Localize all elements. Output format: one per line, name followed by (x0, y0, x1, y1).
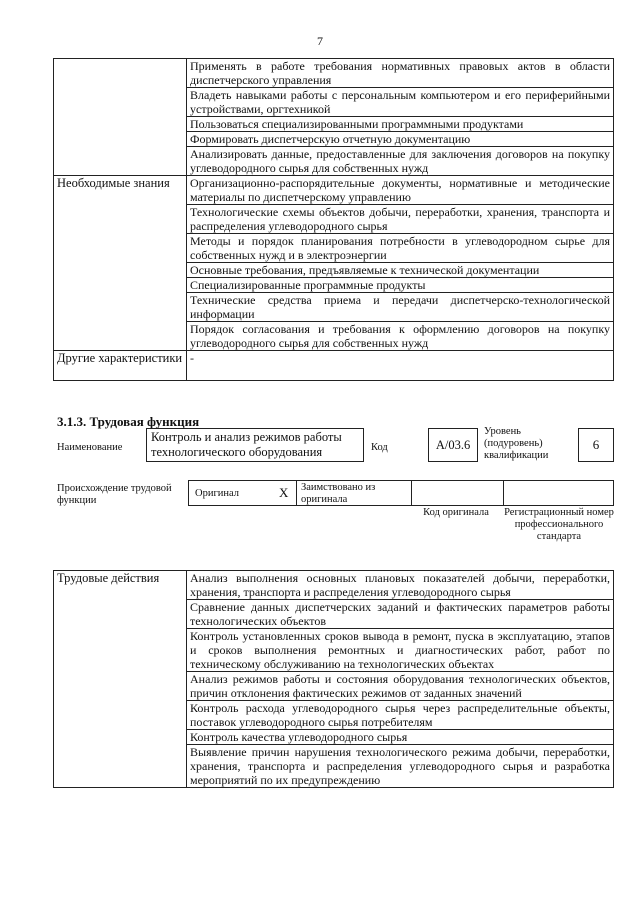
row-text: Порядок согласования и требования к оформлению договоров на покупку углеводородного сырья для собственных нужд (187, 322, 614, 351)
labor-actions-table (53, 570, 614, 788)
row-text: Специализированные программные продукты (187, 278, 614, 293)
row-text: Контроль установленных сроков вывода в ремонт, пуска в эксплуатацию, этапов и сроков выполнения ремонтных и диагностических работ, работ по техническому обслуживанию на технологических объектах (187, 629, 614, 672)
original-label: Оригинал (195, 488, 239, 499)
level-label: Уровень (подуровень) квалификации (484, 426, 549, 461)
divider (296, 480, 297, 506)
row-text: Контроль расхода углеводородного сырья через распределительные объекты, поставок углеводородного сырья потребителям (187, 701, 614, 730)
table-row (54, 571, 614, 600)
row-label (54, 59, 187, 176)
page-number: 7 (317, 34, 323, 48)
row-text: Анализировать данные, предоставленные для заключения договоров на покупку углеводородного сырья для собственных нужд (187, 147, 614, 176)
name-label: Наименование (57, 442, 123, 453)
divider (411, 480, 412, 506)
level-value: 6 (578, 428, 614, 462)
original-mark: X (279, 485, 289, 500)
row-text: - (187, 351, 614, 381)
row-text: Формировать диспетчерскую отчетную документацию (187, 132, 614, 147)
table-row (54, 59, 614, 88)
borrowed-label: Заимствовано из оригинала (301, 482, 376, 505)
table-row (54, 351, 614, 381)
origin-row (188, 480, 614, 506)
row-text: Технические средства приема и передачи диспетчерско-технологической информации (187, 293, 614, 322)
code-value: А/03.6 (428, 428, 478, 462)
knowledge-label: Необходимые знания (54, 176, 187, 351)
code-label: Код (371, 442, 388, 453)
row-text: Сравнение данных диспетчерских заданий и фактических параметров работы технологических объектов (187, 600, 614, 629)
row-text: Выявление причин нарушения технологического режима добычи, переработки, хранения, транспорта и распределения углеводородного сырья и разработка мероприятий по их предупреждению (187, 745, 614, 788)
row-text: Пользоваться специализированными программными продуктами (187, 117, 614, 132)
row-text: Анализ выполнения основных плановых показателей добычи, переработки, хранения, транспорта и распределения углеводородного сырья (187, 571, 614, 600)
origin-label: Происхождение трудовой функции (57, 483, 172, 506)
divider (503, 480, 504, 506)
row-text: Владеть навыками работы с персональным компьютером и его периферийными устройствами, оргтехникой (187, 88, 614, 117)
section-heading: 3.1.3. Трудовая функция (57, 414, 200, 429)
labor-actions-label: Трудовые действия (54, 571, 187, 788)
row-text: Контроль качества углеводородного сырья (187, 730, 614, 745)
row-text: Основные требования, предъявляемые к технической документации (187, 263, 614, 278)
row-text: Организационно-распорядительные документы, нормативные и методические материалы по диспетчерскому управлению (187, 176, 614, 205)
row-text: Методы и порядок планирования потребности в углеводородном сырье для собственных нужд и в электроэнергии (187, 234, 614, 263)
code-original-caption: Код оригинала (423, 507, 489, 518)
skills-knowledge-table (53, 58, 614, 381)
function-name-box: Контроль и анализ режимов работы технологического оборудования (146, 428, 364, 462)
row-text: Применять в работе требования нормативных правовых актов в области диспетчерского управления (187, 59, 614, 88)
reg-number-caption: Регистрационный номер профессионального стандарта (504, 507, 614, 542)
row-text: Анализ режимов работы и состояния оборудования технологических объектов, причин отклонения фактических режимов от заданных значений (187, 672, 614, 701)
other-characteristics-label: Другие характеристики (54, 351, 187, 381)
row-text: Технологические схемы объектов добычи, переработки, хранения, транспорта и распределения углеводородного сырья (187, 205, 614, 234)
table-row (54, 176, 614, 205)
